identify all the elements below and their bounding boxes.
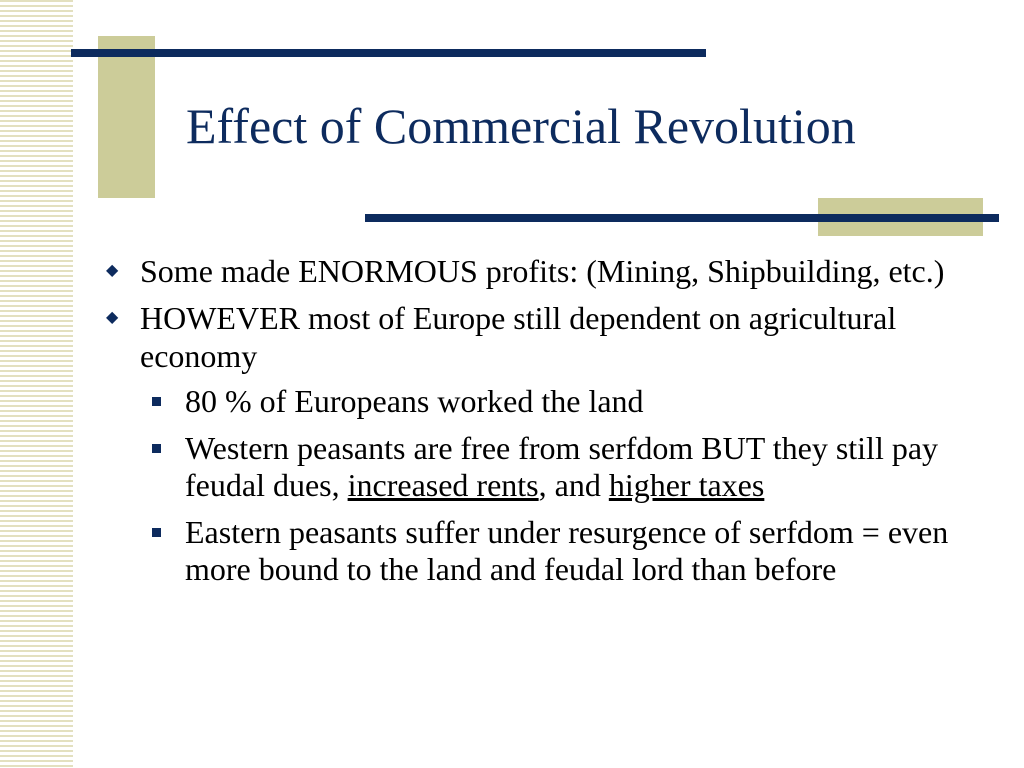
sub-bullet-text: 80 % of Europeans worked the land — [185, 383, 644, 419]
sub-bullet-item — [185, 383, 1000, 420]
striped-sidebar — [0, 0, 73, 768]
square-bullet-icon — [152, 397, 161, 406]
diamond-bullet-icon: ◆ — [106, 262, 119, 279]
bottom-navy-rule — [365, 214, 999, 222]
sub-bullet-item — [185, 430, 1000, 504]
diamond-bullet-icon: ◆ — [106, 309, 119, 326]
square-bullet-icon — [152, 528, 161, 537]
slide-body — [100, 252, 1000, 598]
underlined-phrase-higher-taxes: higher taxes — [608, 467, 765, 503]
top-navy-rule — [71, 49, 706, 57]
square-bullet-icon — [152, 444, 161, 453]
underlined-phrase-increased-rents: increased rents — [347, 467, 539, 503]
sub-bullet-text-connector: , and — [538, 467, 609, 503]
bullet-item — [100, 252, 1000, 290]
bullet-text: HOWEVER most of Europe still dependent on agricultural economy — [140, 300, 897, 374]
sub-bullet-item — [185, 514, 1000, 588]
slide-title: Effect of Commercial Revolution — [186, 98, 856, 154]
bullet-text: Some made ENORMOUS profits: (Mining, Shipbuilding, etc.) — [140, 253, 945, 289]
sub-bullet-text: Western peasants are free from serfdom BUT they still pay feudal dues, — [185, 430, 939, 503]
bullet-item — [100, 299, 1000, 375]
sub-bullet-text: Eastern peasants suffer under resurgence of serfdom = even more bound to the land and feudal lord than before — [185, 514, 949, 587]
tan-vertical-block — [98, 36, 155, 198]
